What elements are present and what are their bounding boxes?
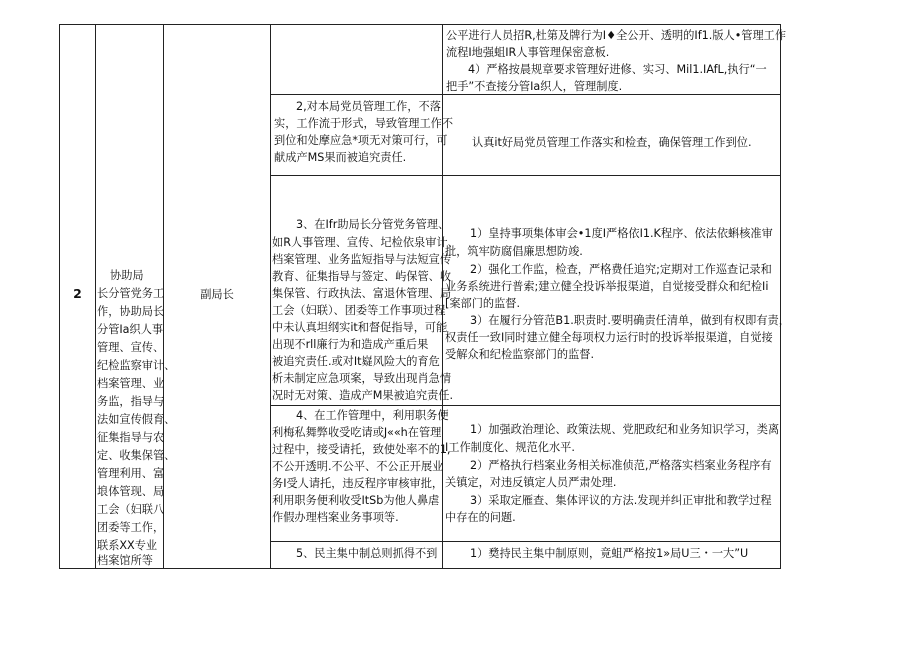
duty-line: 定、收集保管、 bbox=[97, 449, 176, 462]
risk-line: 析未制定应急项案，导致出现肖急情 bbox=[272, 372, 452, 385]
risk-line: 利用职务便利收受ItSb为他人鼻虐 bbox=[272, 494, 440, 507]
risk-line: 况时无对策、造成产M果被追究责任. bbox=[272, 389, 454, 402]
risk-line: 档案管理、业务监短指导与法短宣传 bbox=[272, 253, 452, 266]
risk-line: 教育、征集指导与签定、屿保管、收 bbox=[272, 270, 452, 283]
risk-line: 3、在Ifr助局长分管党务管理、 bbox=[296, 218, 450, 231]
risk-line: 出现不rll廉行为和造成产重后果 bbox=[272, 338, 429, 351]
column-divider-3 bbox=[270, 24, 271, 569]
duty-line: 协助局 bbox=[110, 269, 144, 282]
risk-line: 工会（妇联）、团委等工作事项过程 bbox=[272, 304, 446, 317]
risk-line: 务I受人请托，违反程序审核审批， bbox=[272, 477, 444, 490]
duty-line: 管理利用、富 bbox=[97, 467, 165, 480]
measure-line: 4）严格按晨规章要求管理好进修、实习、Mil1.IAfL,执行“一 bbox=[468, 63, 767, 76]
risk-line: 不公开透明.不公平、不公正开展业 bbox=[272, 460, 444, 473]
measure-line: 3）在履行分管范B1.职责时.要明确责任清单，做到有权即有责， bbox=[470, 314, 790, 327]
measure-line: 权责任一致I同时建立健全每项权力运行时的投诉举报渠道，自觉接 bbox=[445, 331, 773, 344]
measure-line: 2）严格执行档案业务相关标准侦范,严格落实档案业务程序有 bbox=[470, 459, 772, 472]
risk-line: 作假办理档案业务事项等. bbox=[272, 511, 399, 524]
duty-line: 档案馆所等 bbox=[97, 554, 153, 567]
measure-line: 1）加强政治理论、政策法规、党肥政纪和业务知识学习，类离 bbox=[470, 423, 780, 436]
risk-line: 如R人事管理、宣传、圮检依泉审计、 bbox=[272, 236, 459, 249]
row-divider-4 bbox=[270, 541, 781, 542]
row-number: 2 bbox=[73, 286, 82, 301]
table-border-right bbox=[780, 24, 781, 569]
measure-line: 流程I地强蛆IR人事管理保密意板. bbox=[446, 46, 610, 59]
risk-line: 2,对本局党员管理工作，不落 bbox=[296, 100, 441, 113]
measure-line: 批，筑牢防腐倡廉思想防竣. bbox=[445, 245, 583, 258]
risk-line: 献成产MS果而被追究责任. bbox=[274, 151, 407, 164]
duty-line: 法如宣传假育、 bbox=[97, 413, 176, 426]
measure-line: 1）皇持事项集体审会•1度I严格依I1.K程序、依法依蝌核准审 bbox=[470, 227, 773, 240]
duty-line: 长分管党务工 bbox=[97, 287, 165, 300]
measure-line: 关镇定，对违反镇定人员严肃处理. bbox=[445, 476, 617, 489]
measure-line: [案部门的监督. bbox=[445, 297, 521, 310]
measure-line: 2）强化工作监，检查，严格费任追究;定期对工作巡查记录和 bbox=[470, 263, 772, 276]
measure-line: 1）奦持民主集中制原则，竟蛆严格按1»局U三・一大”U bbox=[470, 547, 749, 560]
row-divider-3 bbox=[270, 405, 781, 406]
table-border-top bbox=[59, 24, 781, 25]
measure-line: 把手”不查接分管Ia织人，管理制度. bbox=[446, 80, 623, 93]
column-divider-1 bbox=[95, 24, 96, 569]
risk-line: 集保管、行政执法、富退休管理、局 bbox=[272, 287, 452, 300]
risk-line: 中未认真坦纲实it和督促指导，可能 bbox=[272, 321, 448, 334]
risk-line: 到位和处摩应急*项无对策可行，可 bbox=[274, 134, 448, 147]
duty-line: 团委等工作， bbox=[97, 521, 165, 534]
duty-line: 埌体管现、局 bbox=[97, 485, 165, 498]
position-title: 副局长 bbox=[200, 288, 234, 301]
duty-line: 工会（妇联八 bbox=[97, 503, 165, 516]
duty-line: 管理、宣传、 bbox=[97, 341, 165, 354]
row-divider-2 bbox=[270, 175, 781, 176]
duty-line: 联系XX专业 bbox=[97, 539, 158, 552]
risk-line: 被追究责任.或对It嶷风险大的育危 bbox=[272, 355, 440, 368]
risk-line: 5、民主集中制总则抓得不到 bbox=[296, 547, 438, 560]
risk-line: 过程中，接受请托，致使处率不的1, bbox=[272, 443, 451, 456]
measure-line: I工作制度化、规范化水平. bbox=[445, 441, 575, 454]
measure-line: 认真it好局党员管理工作落实和检查，确保管理工作到位. bbox=[472, 136, 752, 149]
measure-line: 业务系统进行普索;建立健全投诉举报渠道，自觉接受群众和纪检Ii bbox=[445, 280, 769, 293]
risk-line: 实，工作流于形式，导致管理工作不 bbox=[274, 117, 454, 130]
duty-line: 分管Ia织人事 bbox=[97, 323, 164, 336]
duty-line: 征集指导与农 bbox=[97, 431, 165, 444]
duty-line: 作，协助局长 bbox=[97, 305, 165, 318]
measure-line: 公平进行人员招R,杜第及牌行为I♦全公开、透明的If1.版人•管理工作 bbox=[446, 29, 787, 42]
table-border-bottom bbox=[59, 568, 781, 569]
measure-line: 3）采取定雁查、集体评议的方法.发现并纠正审批和教学过程 bbox=[470, 494, 772, 507]
risk-line: 4、在工作管理中，利用职务便 bbox=[296, 409, 449, 422]
measure-line: 受解众和纪检监察部门的监督. bbox=[445, 348, 594, 361]
risk-line: 利梅私舞弊收受吃请或J««h在管理 bbox=[272, 426, 442, 439]
duty-line: 纪检监察审计、 bbox=[97, 359, 176, 372]
duty-line: 档案管理、业 bbox=[97, 377, 165, 390]
duty-line: 务监，指导与 bbox=[97, 395, 165, 408]
measure-line: 中存在的问题. bbox=[445, 511, 516, 524]
